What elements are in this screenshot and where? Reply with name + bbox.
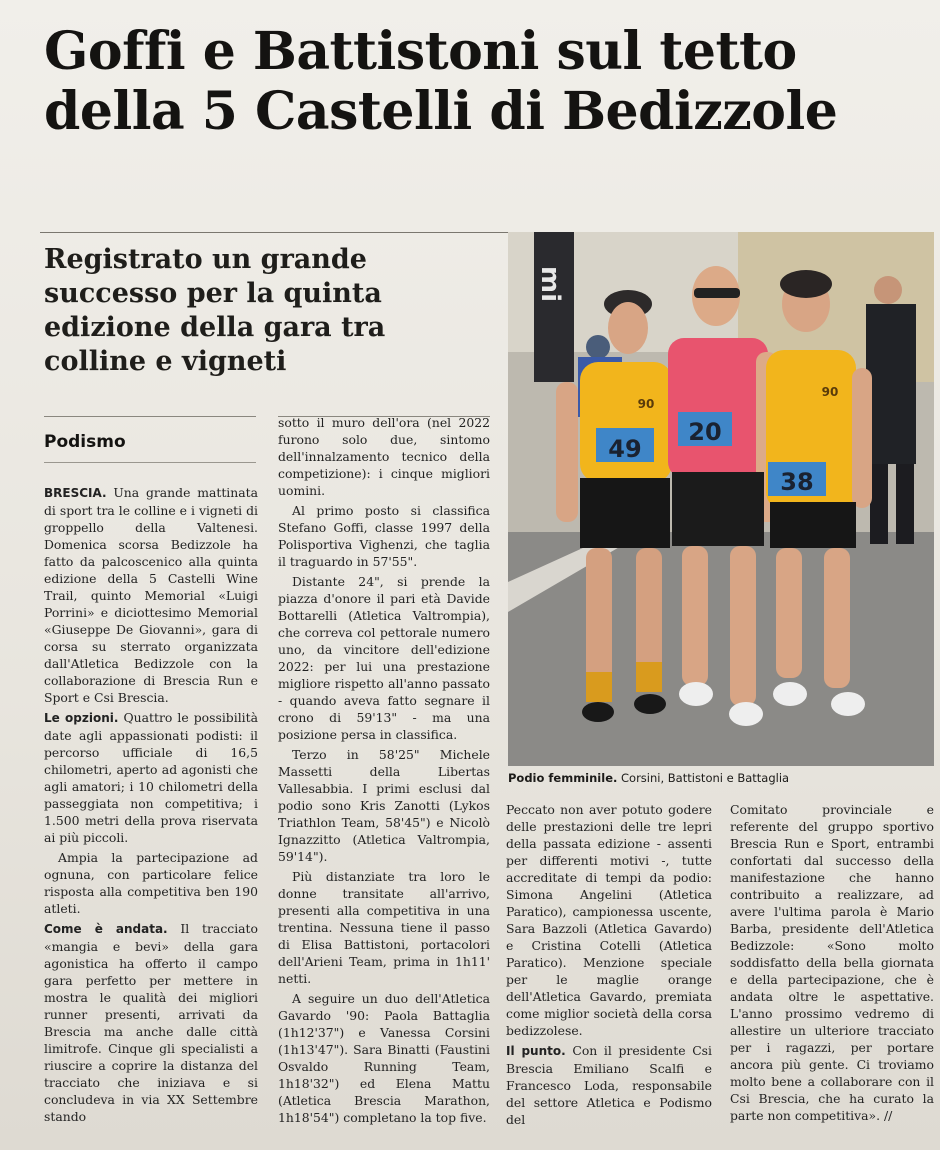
paragraph-lead: Il punto.: [506, 1044, 566, 1058]
divider: [44, 416, 256, 417]
paragraph: Come è andata. Il tracciato «mangia e bevi» della gara agonistica ha offerto il campo gara perfetto per mettere in mostra le qualità dei migliori runner presenti, arrivati da Brescia ma anche dalle città limitrofe. Cinque gli specialisti a riuscire a coprire la distanza del tracciato che iniziava e si concludeva in via XX Settembre stando: [44, 921, 258, 1124]
paragraph: BRESCIA. Una grande mattinata di sport tra le colline e i vigneti di groppello della Valtenesi. Domenica scorsa Bedizzole ha fatto da palcoscenico alla quinta edizione della 5 Castelli Wine Trail, quinto Memorial «Luigi Porrini» e diciottesimo Memorial «Giuseppe De Giovanni», gara di corsa su sterrato organizzata dall'Atletica Bedizzole con la collaborazione di Brescia Run e Sport e Csi Brescia.: [44, 485, 258, 705]
divider: [40, 232, 510, 233]
banner: [534, 232, 574, 382]
paragraph: Comitato provinciale e referente del gruppo sportivo Brescia Run e Sport, entrambi confortati dal successo della manifestazione che hanno contribuito a realizzare, ad avere l'ultima parola è Mario Barba, presidente dell'Atletica Bedizzole: «Sono molto soddisfatto della bella giornata e della partecipazione, che è andata oltre le aspettative. L'anno prossimo vedremo di allestire un ulteriore tracciato per i ragazzi, per portare ancora più gente. Ci troviamo molto bene a collaborare con il Csi Brescia, che ha curato la parte non competitiva». //: [730, 802, 934, 1123]
paragraph: Ampia la partecipazione ad ognuna, con particolare felice risposta alla competitiva ben 190 atleti.: [44, 850, 258, 916]
divider: [44, 462, 256, 463]
section-label: Podismo: [44, 432, 126, 452]
article-column-1: [44, 484, 258, 1144]
paragraph: Peccato non aver potuto godere delle prestazioni delle tre lepri della passata edizione - assenti per differenti motivi -, tutte accreditate di tempi da podio: Simona Angelini (Atletica Paratico), campionessa uscente, Sara Bazzoli (Atletica Gavardo) e Cristina Cotelli (Atletica Paratico). Menzione speciale per le maglie orange dell'Atletica Gavardo, premiata come miglior società della corsa bedizzolese.: [506, 802, 712, 1038]
article-column-3: [506, 801, 712, 1131]
article-column-2: [278, 414, 490, 1144]
paragraph: Distante 24", si prende la piazza d'onore il pari età Davide Bottarelli (Atletica Valtrompia), che correva col pettorale numero uno, da vincitore dell'edizione 2022: per lui una prestazione migliore rispetto all'anno passato - quando aveva fatto segnare il crono di 59'13" - ma una posizione persa in classifica.: [278, 574, 490, 742]
podium-photo: [508, 232, 934, 766]
paragraph-lead: Le opzioni.: [44, 711, 119, 725]
bib-20: 20: [688, 418, 722, 446]
caption-lead: Podio femminile.: [508, 771, 618, 785]
bib-49: 49: [608, 435, 642, 463]
paragraph: Più distanziate tra loro le donne transitate all'arrivo, presenti alla competitiva in una trentina. Nessuna tiene il passo di Elisa Battistoni, portacolori dell'Arieni Team, prima in 1h11' netti.: [278, 869, 490, 986]
article-column-4: [730, 801, 934, 1131]
paragraph-lead: Come è andata.: [44, 922, 168, 936]
paragraph-lead: BRESCIA.: [44, 486, 107, 500]
shirt-logo: 90: [637, 397, 655, 411]
photo-caption: [508, 771, 934, 785]
paragraph: Al primo posto si classifica Stefano Goffi, classe 1997 della Polisportiva Vighenzi, che taglia il traguardo in 57'55".: [278, 503, 490, 569]
photo-illustration: [508, 232, 934, 766]
paragraph: Terzo in 58'25" Michele Massetti della Libertas Vallesabbia. I primi esclusi dal podio sono Kris Zanotti (Lykos Triathlon Team, 58'45") e Nicolò Ignazzitto (Atletica Valtrompia, 59'14").: [278, 747, 490, 864]
banner-text: mi: [535, 266, 565, 303]
paragraph: Il punto. Con il presidente Csi Brescia Emiliano Scalfi e Francesco Loda, responsabile del settore Atletica e Podismo del: [506, 1043, 712, 1127]
bib-38: 38: [780, 468, 814, 496]
paragraph: sotto il muro dell'ora (nel 2022 furono solo due, sintomo dell'innalzamento tecnico della competizione): i cinque migliori uomini.: [278, 415, 490, 498]
headline: Goffi e Battistoni sul tetto della 5 Castelli di Bedizzole: [44, 21, 838, 142]
deck-subtitle: Registrato un grande successo per la quinta edizione della gara tra colline e vigneti: [44, 244, 386, 377]
shirt-logo: 90: [821, 385, 839, 399]
paragraph: Le opzioni. Quattro le possibilità date agli appassionati podisti: il percorso ufficiale di 16,5 chilometri, aperto ad agonisti che agli amatori; i 10 chilometri della passeggiata non competitiva; i 1.500 metri della prova riservata ai più piccoli.: [44, 710, 258, 845]
caption-text: Corsini, Battistoni e Battaglia: [617, 771, 790, 785]
paragraph: A seguire un duo dell'Atletica Gavardo '90: Paola Battaglia (1h12'37") e Vanessa Corsini (1h13'47"). Sara Binatti (Faustini Osvaldo Running Team, 1h18'32") ed Elena Mattu (Atletica Brescia Marathon, 1h18'54") completano la top five.: [278, 991, 490, 1125]
